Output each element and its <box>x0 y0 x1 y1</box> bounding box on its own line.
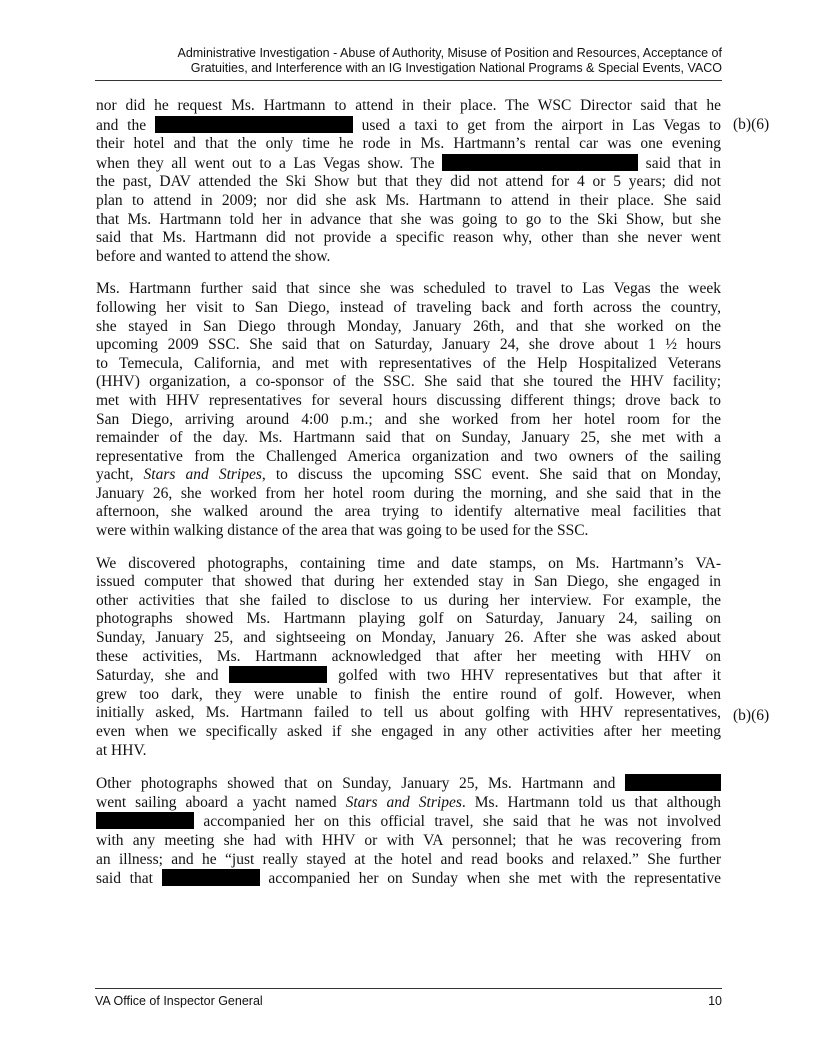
text-line: went sailing aboard a yacht named Stars and Stripes. Ms. Hartmann told us that although <box>96 793 721 811</box>
text-line: (HHV) organization, a co-sponsor of the SSC. She said that she toured the HHV facility; <box>96 373 721 391</box>
text-line: met with HHV representatives for several hours discussing different things; drove back to <box>96 391 721 409</box>
text-line: an illness; and he “just really stayed at the hotel and read books and relaxed.” She further <box>96 850 721 868</box>
yacht-name: Stars and Stripes <box>143 466 262 484</box>
text-line: with any meeting she had with HHV or with VA personnel; that he was recovering from <box>96 831 721 849</box>
page-header <box>95 46 722 76</box>
text-line: even when we specifically asked if she engaged in any other activities after her meeting <box>96 723 721 740</box>
text-line: that Ms. Hartmann told her in advance that she was going to go to the Ski Show, but she <box>96 210 721 228</box>
header-line-2: Gratuities, and Interference with an IG Investigation National Programs & Special Events, VACO <box>190 61 722 75</box>
footer-divider <box>95 988 722 989</box>
text-line: she stayed in San Diego through Monday, January 26th, and that she worked on the <box>96 317 721 335</box>
text-line: these activities, Ms. Hartmann acknowledged that after her meeting with HHV on <box>96 647 721 665</box>
text-line: to Temecula, California, and met with representatives of the Help Hospitalized Veterans <box>96 354 721 372</box>
header-line-1: Administrative Investigation - Abuse of Authority, Misuse of Position and Resources, Acceptance of <box>177 46 722 60</box>
page-number: 10 <box>708 994 722 1008</box>
text-line: Sunday, January 25, and sightseeing on Monday, January 26. After she was asked about <box>96 629 721 647</box>
text-line: upcoming 2009 SSC. She said that on Saturday, January 24, she drove about 1 ½ hours <box>96 336 721 354</box>
text-line: the past, DAV attended the Ski Show but that they did not attend for 4 or 5 years; did not <box>96 173 721 191</box>
redaction-box <box>625 774 721 791</box>
text-line: We discovered photographs, containing time and date stamps, on Ms. Hartmann’s VA- <box>96 554 721 572</box>
redaction-box <box>229 666 327 683</box>
text-line: plan to attend in 2009; nor did she ask Ms. Hartmann to attend in their place. She said <box>96 191 721 209</box>
text-line: photographs showed Ms. Hartmann playing golf on Saturday, January 24, sailing on <box>96 610 721 628</box>
paragraph-1 <box>96 97 721 266</box>
paragraph-2 <box>96 280 721 540</box>
paragraph-4 <box>96 774 721 889</box>
footer-org: VA Office of Inspector General <box>95 994 263 1008</box>
text-line: other activities that she failed to disclose to us during her interview. For example, the <box>96 591 721 609</box>
text-line: initially asked, Ms. Hartmann failed to tell us about golfing with HHV representatives, <box>96 704 721 722</box>
redaction-box <box>162 869 260 886</box>
text-line: said that accompanied her on Sunday when she met with the representative <box>96 870 722 888</box>
text-line: San Diego, arriving around 4:00 p.m.; and she worked from her hotel room for the <box>96 410 721 428</box>
text-line: Saturday, she and golfed with two HHV representatives but that after it <box>96 667 722 685</box>
text-line: grew too dark, they were unable to finish the entire round of golf. However, when <box>96 685 721 703</box>
document-body <box>96 97 721 903</box>
header-divider <box>95 80 722 81</box>
text-line: yacht, Stars and Stripes, to discuss the upcoming SSC event. She said that on Monday, <box>96 466 721 484</box>
text-line: Other photographs showed that on Sunday, January 25, Ms. Hartmann and <box>96 774 721 794</box>
text-line: when they all went out to a Las Vegas show. The said that in <box>96 154 722 172</box>
redaction-box <box>442 154 638 171</box>
text-line: following her visit to San Diego, instead of traveling back and forth across the country, <box>96 298 721 316</box>
text-line: nor did he request Ms. Hartmann to attend in their place. The WSC Director said that he <box>96 97 721 114</box>
paragraph-3 <box>96 555 721 761</box>
exemption-code: (b)(6) <box>733 707 770 724</box>
text-line: afternoon, she walked around the area trying to identify alternative meal facilities that <box>96 503 721 521</box>
exemption-code: (b)(6) <box>733 116 770 133</box>
text-line: before and wanted to attend the show. <box>96 247 331 265</box>
text-line: at HHV. <box>96 741 147 759</box>
text-line: accompanied her on this official travel, she said that he was not involved <box>96 812 721 832</box>
redaction-box <box>96 812 194 829</box>
text-line: representative from the Challenged America organization and two owners of the sailing <box>96 447 721 465</box>
text-line: remainder of the day. Ms. Hartmann said that on Sunday, January 25, she met with a <box>96 429 721 447</box>
text-line: their hotel and that the only time he rode in Ms. Hartmann’s rental car was one evening <box>96 135 721 153</box>
yacht-name: Stars and Stripes <box>345 793 462 811</box>
text-line: January 26, she worked from her hotel room during the morning, and she said that in the <box>96 484 721 502</box>
redaction-box <box>155 116 353 133</box>
text-line: were within walking distance of the area that was going to be used for the SSC. <box>96 522 589 540</box>
text-line: said that Ms. Hartmann did not provide a specific reason why, other than she never went <box>96 229 721 247</box>
text-line: issued computer that showed that during her extended stay in San Diego, she engaged in <box>96 573 721 591</box>
text-line: and the used a taxi to get from the airport in Las Vegas to <box>96 116 722 134</box>
text-line: Ms. Hartmann further said that since she was scheduled to travel to Las Vegas the week <box>96 280 721 298</box>
